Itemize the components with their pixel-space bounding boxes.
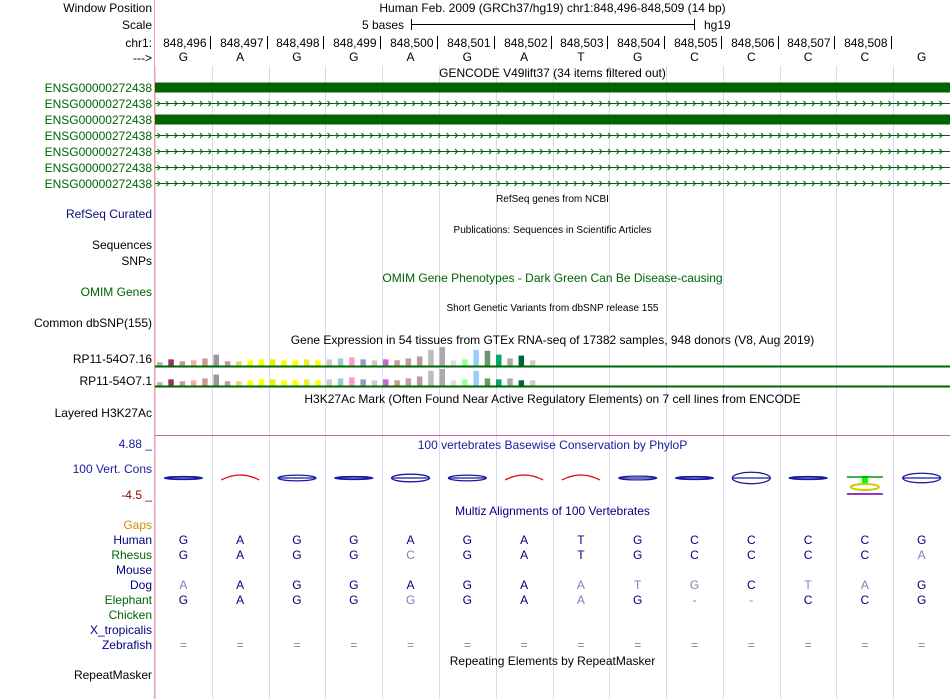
alignment-base: G — [292, 533, 302, 547]
ruler-base: T — [577, 50, 585, 64]
gtex-tissue-bar — [383, 359, 389, 366]
gtex-tissue-bar — [281, 380, 287, 386]
alignment-base: = — [179, 638, 187, 652]
alignment-base: G — [633, 533, 643, 547]
alignment-base: = — [293, 638, 301, 652]
gtex-tissue-bar — [236, 381, 242, 386]
alignment-base: C — [406, 548, 415, 562]
alignment-base: G — [462, 593, 473, 607]
gtex-tissue-bar — [394, 360, 400, 366]
strand-label: ---> — [133, 51, 152, 65]
scale-text: 5 bases — [362, 18, 405, 32]
alignment-base: T — [577, 533, 585, 547]
ruler-position-label: 848,503 — [560, 36, 604, 50]
alignment-base: G — [349, 533, 359, 547]
window-position-label: Window Position — [63, 1, 152, 15]
ruler-base: G — [462, 50, 473, 64]
gtex-tissue-bar — [372, 380, 378, 386]
gencode-row-label[interactable]: ENSG00000272438 — [44, 128, 152, 143]
gtex-tissue-bar — [530, 380, 536, 386]
gtex-tissue-bar — [214, 375, 220, 386]
common-dbsnp-label[interactable]: Common dbSNP(155) — [33, 316, 152, 330]
alignment-base: G — [916, 593, 927, 607]
ruler-position-label: 848,507 — [787, 36, 831, 50]
gtex-tissue-bar — [428, 371, 434, 386]
gencode-exon-block — [155, 115, 950, 125]
species-label[interactable]: Human — [113, 533, 152, 547]
dbsnp-title[interactable]: Short Genetic Variants from dbSNP release 155 — [446, 303, 659, 314]
species-label[interactable]: Rhesus — [111, 548, 152, 562]
alignment-base: C — [746, 533, 756, 547]
alignment-base: G — [292, 578, 302, 592]
alignment-base: C — [803, 548, 813, 562]
alignment-base: A — [576, 593, 585, 607]
gtex-tissue-bar — [191, 380, 197, 386]
species-label[interactable]: X_tropicalis — [89, 623, 152, 637]
gtex-tissue-bar — [157, 382, 163, 386]
alignment-base: = — [747, 638, 755, 652]
gtex-tissue-bar — [462, 359, 468, 366]
alignment-base: G — [462, 578, 473, 592]
ruler-position-label: 848,504 — [617, 36, 661, 50]
ruler-position-label: 848,506 — [731, 36, 775, 50]
gtex-tissue-bar — [440, 347, 446, 366]
gtex-tissue-bar — [157, 362, 163, 366]
alignment-base: A — [406, 578, 415, 592]
gtex-tissue-bar — [440, 369, 446, 386]
alignment-base: T — [577, 548, 585, 562]
species-label[interactable]: Zebrafish — [101, 638, 152, 652]
alignment-base: - — [692, 593, 697, 607]
alignment-base: C — [860, 533, 870, 547]
alignment-base: = — [804, 638, 812, 652]
alignment-base: C — [690, 548, 699, 562]
gtex-tissue-bar — [507, 378, 513, 386]
gencode-row-label[interactable]: ENSG00000272438 — [44, 144, 152, 159]
gtex-tissue-bar — [168, 359, 174, 366]
gtex-tissue-bar — [327, 379, 333, 386]
alignment-base: = — [520, 638, 528, 652]
gtex-tissue-bar — [406, 378, 412, 386]
alignment-base: = — [634, 638, 642, 652]
alignment-base: - — [749, 593, 754, 607]
alignment-base: C — [860, 548, 870, 562]
gtex-tissue-bar — [417, 357, 423, 367]
ruler-base: A — [406, 50, 415, 64]
alignment-base: C — [746, 548, 756, 562]
scale-label: Scale — [121, 18, 152, 32]
alignment-base: C — [803, 533, 813, 547]
gtex-tissue-bar — [202, 358, 208, 366]
publications-title[interactable]: Publications: Sequences in Scientific Articles — [453, 225, 652, 236]
phylop-bar — [505, 475, 543, 480]
ruler-base: G — [916, 50, 927, 64]
alignment-base: G — [292, 548, 302, 562]
alignment-base: A — [236, 578, 245, 592]
h3k27ac-title[interactable]: H3K27Ac Mark (Often Found Near Active Regulatory Elements) on 7 cell lines from ENCODE — [304, 392, 801, 406]
ruler-base: C — [690, 50, 699, 64]
omim-genes-label[interactable]: OMIM Genes — [80, 285, 152, 299]
ruler-base: C — [860, 50, 870, 64]
gtex-tissue-bar — [485, 378, 491, 386]
alignment-base: G — [633, 593, 643, 607]
gtex-tissue-bar — [180, 381, 186, 386]
gtex-tissue-bar — [327, 359, 333, 366]
gtex-tissue-bar — [293, 380, 299, 386]
gencode-exon-block — [155, 83, 950, 93]
species-label[interactable]: Mouse — [115, 563, 152, 577]
alignment-base: G — [462, 533, 473, 547]
alignment-base: C — [860, 593, 870, 607]
ruler-position-label: 848,500 — [390, 36, 434, 50]
ruler-base: A — [236, 50, 245, 64]
gtex-tissue-bar — [259, 379, 265, 386]
gtex-title[interactable]: Gene Expression in 54 tissues from GTEx RNA-seq of 17382 samples, 948 donors (V8, Aug 2019) — [290, 333, 815, 347]
alignment-base: G — [349, 578, 359, 592]
gtex-tissue-bar — [225, 361, 231, 366]
gtex-tissue-bar — [349, 377, 355, 386]
gtex-tissue-bar — [530, 360, 536, 366]
alignment-base: = — [407, 638, 415, 652]
ruler-base: G — [178, 50, 189, 64]
alignment-base: A — [520, 533, 529, 547]
gencode-row-label[interactable]: ENSG00000272438 — [44, 112, 152, 127]
snps-label[interactable]: SNPs — [121, 254, 152, 268]
gtex-tissue-bar — [191, 360, 197, 366]
alignment-base: A — [917, 548, 926, 562]
gtex-tissue-bar — [281, 360, 287, 366]
gtex-tissue-bar — [496, 355, 502, 366]
phylop-min-value: -4.5 _ — [121, 488, 152, 502]
alignment-base: A — [860, 578, 869, 592]
ruler-base: A — [520, 50, 529, 64]
phylop-logo-c — [851, 484, 879, 490]
gtex-tissue-bar — [360, 379, 366, 386]
assembly-text: hg19 — [704, 18, 731, 32]
gtex-row-label-2[interactable]: RP11-54O7.1 — [79, 374, 152, 388]
gtex-tissue-bar — [270, 359, 276, 366]
gtex-tissue-bar — [338, 358, 344, 366]
alignment-base: G — [178, 548, 189, 562]
gtex-tissue-bar — [507, 358, 513, 366]
phylop-bar — [221, 475, 259, 480]
repeatmasker-title[interactable]: Repeating Elements by RepeatMasker — [449, 654, 656, 668]
ruler-position-label: 848,498 — [276, 36, 320, 50]
gtex-tissue-bar — [304, 359, 310, 366]
chrom-label: chr1: — [125, 36, 152, 50]
alignment-base: A — [236, 593, 245, 607]
gtex-tissue-bar — [293, 360, 299, 366]
alignment-base: A — [236, 548, 245, 562]
ruler-base: G — [349, 50, 359, 64]
h3k27ac-label[interactable]: Layered H3K27Ac — [54, 406, 152, 420]
sequences-label[interactable]: Sequences — [91, 238, 152, 252]
alignment-base: A — [406, 533, 415, 547]
ruler-position-label: 848,508 — [844, 36, 888, 50]
phylop-bar — [847, 493, 883, 495]
gtex-tissue-bar — [406, 358, 412, 366]
ruler-position-label: 848,505 — [674, 36, 718, 50]
alignment-base: G — [178, 533, 189, 547]
gtex-tissue-bar — [473, 371, 479, 386]
alignment-base: G — [916, 533, 927, 547]
alignment-base: A — [236, 533, 245, 547]
gtex-tissue-bar — [519, 380, 525, 386]
alignment-base: = — [690, 638, 699, 652]
gtex-tissue-bar — [338, 378, 344, 386]
gtex-tissue-bar — [247, 360, 253, 366]
position-title: Human Feb. 2009 (GRCh37/hg19) chr1:848,496-848,509 (14 bp) — [379, 1, 726, 15]
gencode-row-label[interactable]: ENSG00000272438 — [44, 96, 152, 111]
alignment-base: G — [633, 548, 643, 562]
gtex-tissue-bar — [383, 379, 389, 386]
gtex-tissue-bar — [496, 379, 502, 386]
ruler-base: G — [633, 50, 643, 64]
gtex-tissue-bar — [225, 381, 231, 386]
refseq-title[interactable]: RefSeq genes from NCBI — [496, 194, 609, 205]
alignment-base: = — [350, 638, 358, 652]
gtex-tissue-bar — [519, 356, 525, 366]
gtex-tissue-bar — [485, 351, 491, 366]
gencode-title[interactable]: GENCODE V49lift37 (34 items filtered out) — [439, 66, 666, 80]
gencode-row-label[interactable]: ENSG00000272438 — [44, 160, 152, 175]
ruler-position-label: 848,497 — [220, 36, 264, 50]
gtex-tissue-bar — [315, 380, 321, 386]
alignment-base: G — [405, 593, 416, 607]
gtex-tissue-bar — [180, 361, 186, 366]
ruler-base: C — [746, 50, 756, 64]
ruler-position-label: 848,496 — [163, 36, 207, 50]
alignment-base: = — [236, 638, 244, 652]
alignment-base: G — [178, 593, 189, 607]
alignment-base: A — [520, 578, 529, 592]
gtex-tissue-bar — [394, 380, 400, 386]
alignment-base: = — [861, 638, 869, 652]
gtex-tissue-bar — [304, 379, 310, 386]
gencode-row-label[interactable]: ENSG00000272438 — [44, 80, 152, 95]
species-label[interactable]: Chicken — [108, 608, 152, 622]
multiz-title[interactable]: Multiz Alignments of 100 Vertebrates — [455, 504, 650, 518]
alignment-base: = — [463, 638, 471, 652]
gtex-tissue-bar — [451, 380, 457, 386]
gtex-track — [155, 347, 950, 387]
gtex-tissue-bar — [473, 350, 479, 366]
alignment-base: T — [634, 578, 642, 592]
alignment-base: G — [916, 578, 927, 592]
species-label[interactable]: Dog — [129, 578, 152, 592]
alignment-base: G — [349, 593, 359, 607]
gtex-tissue-bar — [428, 350, 434, 366]
alignment-base: = — [577, 638, 585, 652]
refseq-curated-label[interactable]: RefSeq Curated — [65, 207, 152, 221]
gtex-tissue-bar — [214, 355, 220, 366]
gencode-row-label[interactable]: ENSG00000272438 — [44, 176, 152, 191]
gtex-tissue-bar — [236, 361, 242, 366]
species-label[interactable]: Elephant — [104, 593, 152, 607]
alignment-base: C — [690, 533, 699, 547]
alignment-base: = — [918, 638, 926, 652]
gtex-tissue-bar — [372, 360, 378, 366]
gtex-tissue-bar — [168, 379, 174, 386]
alignment-base: G — [462, 548, 473, 562]
alignment-base: G — [349, 548, 359, 562]
alignment-base: A — [520, 548, 529, 562]
repeatmasker-label[interactable]: RepeatMasker — [73, 668, 152, 682]
ruler-position-label: 848,502 — [504, 36, 548, 50]
alignment-base: G — [689, 578, 700, 592]
alignment-base: A — [576, 578, 585, 592]
gtex-tissue-bar — [360, 359, 366, 366]
gtex-tissue-bar — [270, 379, 276, 386]
scale-bar — [412, 19, 695, 30]
ruler-position-label: 848,501 — [447, 36, 491, 50]
alignment-base: A — [179, 578, 188, 592]
gtex-row-label-1[interactable]: RP11-54O7.16 — [72, 352, 152, 366]
ruler-base: G — [292, 50, 302, 64]
gencode-track — [155, 83, 950, 187]
gtex-tissue-bar — [349, 357, 355, 366]
alignment-base: A — [520, 593, 529, 607]
gtex-tissue-bar — [202, 378, 208, 386]
gtex-tissue-bar — [417, 377, 423, 387]
gtex-tissue-bar — [451, 360, 457, 366]
ruler-position-label: 848,499 — [333, 36, 377, 50]
gaps-label[interactable]: Gaps — [123, 518, 152, 532]
alignment-base: C — [803, 593, 813, 607]
gtex-tissue-bar — [462, 379, 468, 386]
gtex-tissue-bar — [259, 359, 265, 366]
alignment-base: G — [292, 593, 302, 607]
phylop-track — [164, 472, 940, 495]
phylop-max-value: 4.88 _ — [118, 437, 152, 451]
gtex-tissue-bar — [247, 380, 253, 386]
omim-title[interactable]: OMIM Gene Phenotypes - Dark Green Can Be Disease-causing — [382, 271, 723, 285]
alignment-base: C — [746, 578, 756, 592]
phylop-bar — [562, 475, 600, 480]
ruler-base: C — [803, 50, 813, 64]
phylop-title[interactable]: 100 vertebrates Basewise Conservation by PhyloP — [417, 438, 688, 452]
alignment-base: T — [804, 578, 812, 592]
gtex-tissue-bar — [315, 360, 321, 366]
phylop-label[interactable]: 100 Vert. Cons — [72, 462, 152, 476]
